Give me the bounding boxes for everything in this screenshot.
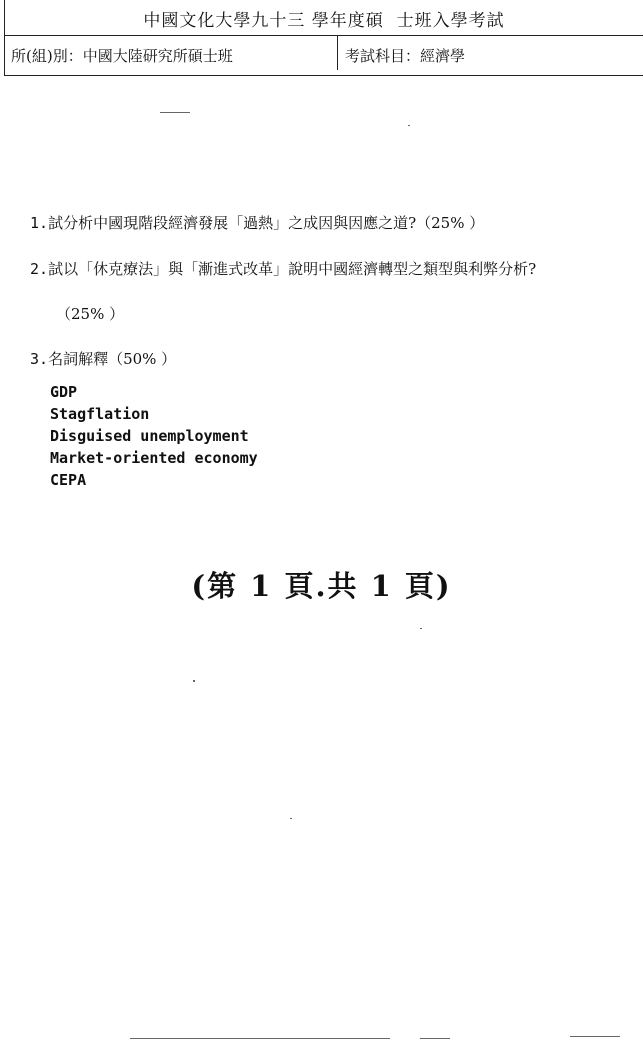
question-2-continuation (56, 303, 124, 324)
scan-speck (160, 112, 190, 113)
question-2-points: （25% ） (56, 305, 125, 323)
term-item: CEPA (50, 471, 87, 489)
scan-speck (420, 628, 422, 629)
subject-label: 考試科目：經濟學 (345, 47, 466, 65)
question-2 (30, 258, 536, 279)
question-1-text: 試分析中國現階段經濟發展「過熱」之成因與因應之道?（25% ） (48, 214, 485, 232)
term-item: Stagflation (50, 405, 150, 423)
question-1-number: 1. (30, 214, 49, 232)
department-label: 所(組)別：中國大陸研究所碩士班 (11, 47, 233, 65)
scan-speck (193, 680, 195, 682)
header-vertical-divider (337, 36, 338, 70)
question-1 (30, 212, 484, 233)
question-3-number: 3. (30, 350, 49, 368)
question-3-text: 名詞解釋（50% ） (48, 350, 177, 368)
scan-speck (130, 1038, 390, 1039)
question-2-text: 試以「休克療法」與「漸進式改革」說明中國經濟轉型之類型與利弊分析? (48, 260, 537, 278)
scan-speck (420, 1038, 450, 1039)
scan-speck (408, 125, 410, 126)
header-divider (5, 35, 643, 36)
exam-title: 中國文化大學九十三 學年度碩 士班入學考試 (143, 11, 505, 31)
exam-header (4, 0, 643, 76)
scan-speck (290, 818, 292, 819)
term-item: Disguised unemployment (50, 427, 249, 445)
term-list (50, 381, 258, 491)
question-3 (30, 348, 176, 369)
scan-speck (570, 1036, 620, 1037)
page-number-marker: (第 1 頁.共 1 頁) (191, 569, 452, 603)
question-2-number: 2. (30, 260, 49, 278)
term-item: GDP (50, 383, 78, 401)
term-item: Market-oriented economy (50, 449, 258, 467)
